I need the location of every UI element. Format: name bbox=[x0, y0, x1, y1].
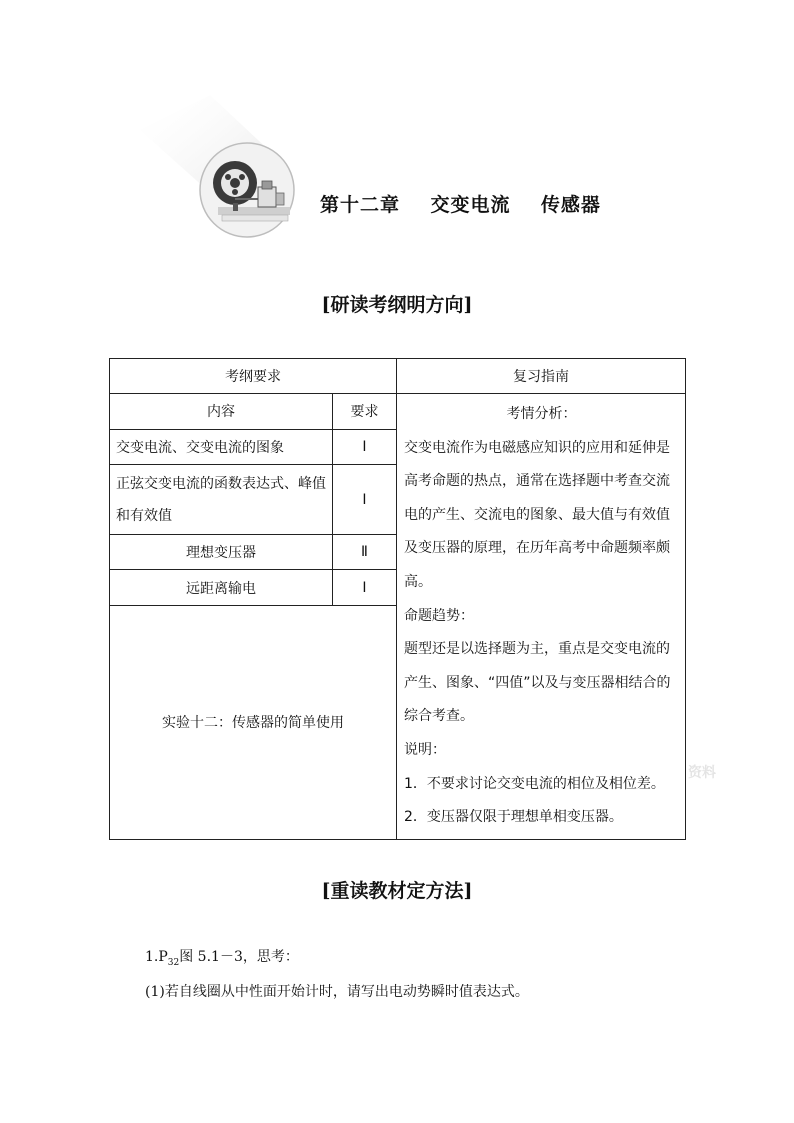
question-1-rest: 图 5.1－3，思考： bbox=[179, 949, 299, 965]
note-2: 2．变压器仅限于理想单相变压器。 bbox=[404, 809, 623, 826]
question-1-prefix: 1.P bbox=[145, 949, 168, 965]
row-level: Ⅰ bbox=[333, 570, 397, 606]
trend-heading: 命题趋势： bbox=[404, 607, 474, 624]
section-title-reread-textbook: [重读教材定方法] bbox=[321, 880, 473, 902]
column-requirement-header: 要求 bbox=[333, 394, 397, 430]
row-content: 远距离输电 bbox=[110, 570, 333, 606]
note-heading: 说明： bbox=[404, 741, 446, 758]
chapter-title: 第十二章 交变电流 传感器 bbox=[320, 194, 601, 216]
column-content-header: 内容 bbox=[110, 394, 333, 430]
row-level: Ⅰ bbox=[333, 465, 397, 534]
syllabus-table bbox=[109, 358, 686, 840]
row-level: Ⅰ bbox=[333, 429, 397, 465]
question-1-page-subscript: 32 bbox=[167, 957, 180, 968]
note-1: 1．不要求讨论交变电流的相位及相位差。 bbox=[404, 775, 665, 792]
question-1-part-1: (1)若自线圈从中性面开始计时，请写出电动势瞬时值表达式。 bbox=[145, 984, 529, 1000]
section-title-study-outline: [研读考纲明方向] bbox=[321, 294, 473, 316]
row-content: 正弦交变电流的函数表达式、峰值和有效值 bbox=[110, 465, 333, 534]
analysis-text: 交变电流作为电磁感应知识的应用和延伸是高考命题的热点，通常在选择题中考查交流电的产生、交流电的图象、最大值与有效值及变压器的原理，在历年高考中命题频率颇高。 bbox=[404, 439, 670, 590]
header-review-guide: 复习指南 bbox=[397, 359, 686, 394]
row-level: Ⅱ bbox=[333, 534, 397, 570]
trend-text: 题型还是以选择题为主，重点是交变电流的产生、图象、“四值”以及与变压器相结合的综合考查。 bbox=[404, 641, 671, 725]
generator-illustration bbox=[140, 95, 320, 255]
row-content: 理想变压器 bbox=[110, 534, 333, 570]
watermark: 资料 bbox=[688, 765, 716, 781]
question-1-prompt bbox=[145, 946, 299, 968]
row-experiment: 实验十二：传感器的简单使用 bbox=[110, 606, 397, 840]
analysis-heading: 考情分析： bbox=[506, 406, 577, 422]
chapter-header bbox=[140, 95, 660, 255]
header-syllabus-requirements: 考纲要求 bbox=[110, 359, 397, 394]
row-content: 交变电流、交变电流的图象 bbox=[110, 429, 333, 465]
review-guide-cell bbox=[397, 394, 686, 840]
